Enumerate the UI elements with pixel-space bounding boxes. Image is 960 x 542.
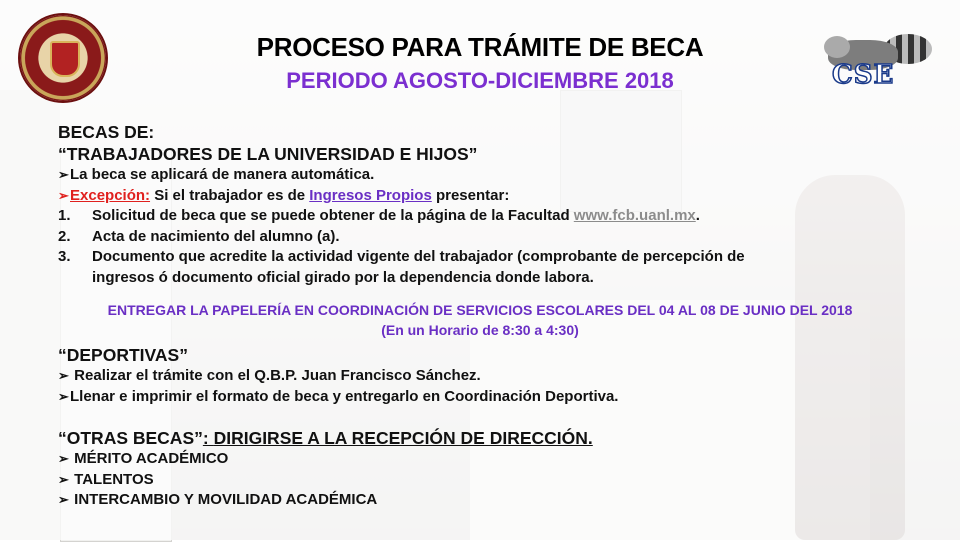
page-title: PROCESO PARA TRÁMITE DE BECA <box>256 32 704 62</box>
deportivas-title: “DEPORTIVAS” <box>58 345 188 365</box>
arrow-bullet-icon: ➢ <box>58 388 69 404</box>
cse-logo-text: CSE <box>832 60 895 90</box>
list-item: 2. Acta de nacimiento del alumno (a). <box>58 227 340 245</box>
list-item: ➢ MÉRITO ACADÉMICO <box>58 449 918 470</box>
list-item: ➢Llenar e imprimir el formato de beca y entregarlo en Coordinación Deportiva. <box>58 387 918 408</box>
arrow-bullet-icon: ➢ <box>58 471 69 487</box>
arrow-bullet-icon: ➢ <box>58 368 69 383</box>
arrow-bullet-icon: ➢ <box>58 492 69 507</box>
list-item: ➢ Realizar el trámite con el Q.B.P. Juan Francisco Sánchez. <box>58 366 918 387</box>
deportivas-section <box>58 344 918 407</box>
otras-section <box>58 427 918 511</box>
becas-label: BECAS DE: <box>58 122 155 142</box>
becas-line-auto: ➢La beca se aplicará de manera automática. <box>58 165 918 186</box>
arrow-bullet-icon: ➢ <box>58 451 69 466</box>
notice-line-2: (En un Horario de 8:30 a 4:30) <box>381 322 579 338</box>
becas-exception-line: ➢Excepción: Si el trabajador es de Ingresos Propios presentar: <box>58 186 918 207</box>
page-subtitle: PERIODO AGOSTO-DICIEMBRE 2018 <box>286 68 674 93</box>
arrow-bullet-icon: ➢ <box>58 187 69 203</box>
faculty-website-link[interactable]: www.fcb.uanl.mx <box>573 207 696 224</box>
list-item-continuation: ingresos ó documento oficial girado por la dependencia donde labora. <box>92 268 594 286</box>
otras-title: “OTRAS BECAS” <box>58 428 203 448</box>
ingresos-propios-link[interactable]: Ingresos Propios <box>309 186 432 204</box>
list-item: ➢ INTERCAMBIO Y MOVILIDAD ACADÉMICA <box>58 490 918 511</box>
arrow-bullet-icon: ➢ <box>58 167 69 182</box>
exception-label: Excepción: <box>70 186 151 204</box>
notice-line-1: ENTREGAR LA PAPELERÍA EN COORDINACIÓN DE SERVICIOS ESCOLARES DEL 04 AL 08 DE JUNIO DEL 2018 <box>107 302 853 318</box>
otras-action: DIRIGIRSE A LA RECEPCIÓN DE DIRECCIÓN. <box>213 428 593 448</box>
list-item: ➢ TALENTOS <box>58 470 918 491</box>
list-item: 1. Solicitud de beca que se puede obtener de la página de la Facultad www.fcb.uanl.mx. <box>58 207 700 224</box>
list-item: 3. Documento que acredite la actividad vigente del trabajador (comprobante de percepción de <box>58 248 745 265</box>
otras-heading: “OTRAS BECAS”: DIRIGIRSE A LA RECEPCIÓN DE DIRECCIÓN. <box>58 428 593 448</box>
becas-title: “TRABAJADORES DE LA UNIVERSIDAD E HIJOS” <box>58 144 478 164</box>
becas-section <box>58 121 918 288</box>
